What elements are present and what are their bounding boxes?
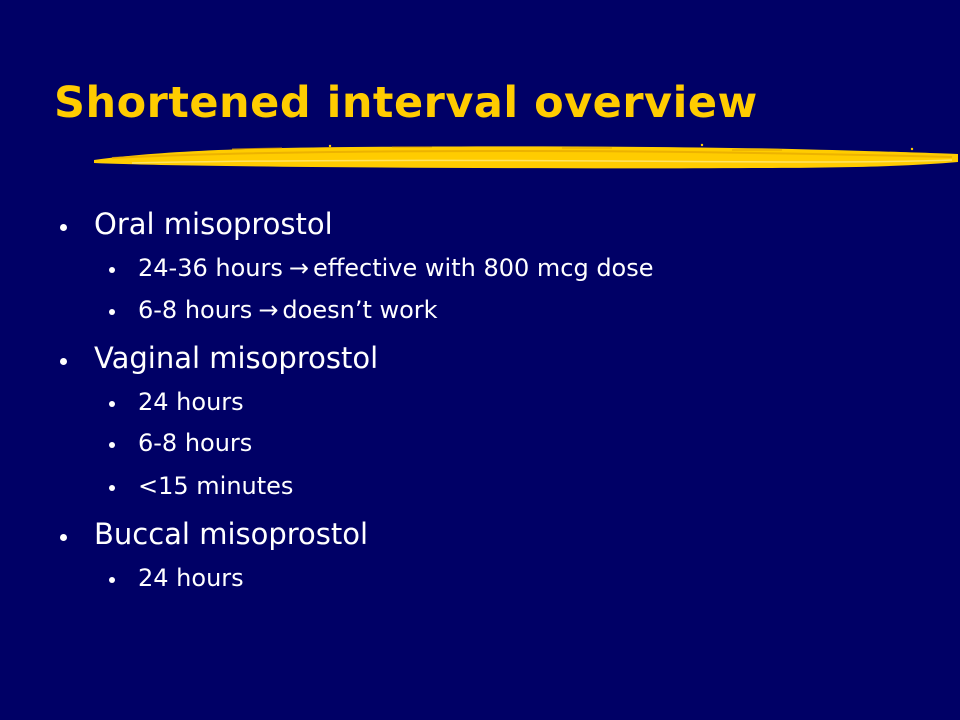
bullet-text: 24 hours (138, 388, 244, 416)
bullet-dot (109, 309, 115, 315)
arrow-icon: → (288, 254, 309, 282)
bullet-text: <15 minutes (138, 472, 294, 500)
bullet-text: 6-8 hours (138, 429, 253, 457)
bullet-dot (109, 485, 115, 491)
bullet-dot (109, 442, 115, 448)
bullet-text: Vaginal misoprostol (94, 341, 379, 375)
bullet-dot (60, 534, 67, 541)
bullet-text (138, 298, 438, 322)
bullet-text-before: 24-36 hours (138, 254, 283, 282)
bullet-text: 24 hours (138, 564, 244, 592)
bullet-text-before: 6-8 hours (138, 296, 253, 324)
bullet-text (138, 256, 654, 280)
bullet-dot (109, 267, 115, 273)
bullet-text: Oral misoprostol (94, 207, 333, 241)
bullet-text-after: effective with 800 mcg dose (312, 254, 654, 282)
bullet-text: Buccal misoprostol (94, 517, 369, 551)
bullet-dot (109, 401, 115, 407)
bullet-dot (109, 577, 115, 583)
bullet-text-after: doesn’t work (282, 296, 438, 324)
bullet-dot (60, 224, 67, 231)
bullet-dot (60, 358, 67, 365)
arrow-icon: → (258, 296, 279, 324)
slide-title: Shortened interval overview (54, 78, 758, 128)
